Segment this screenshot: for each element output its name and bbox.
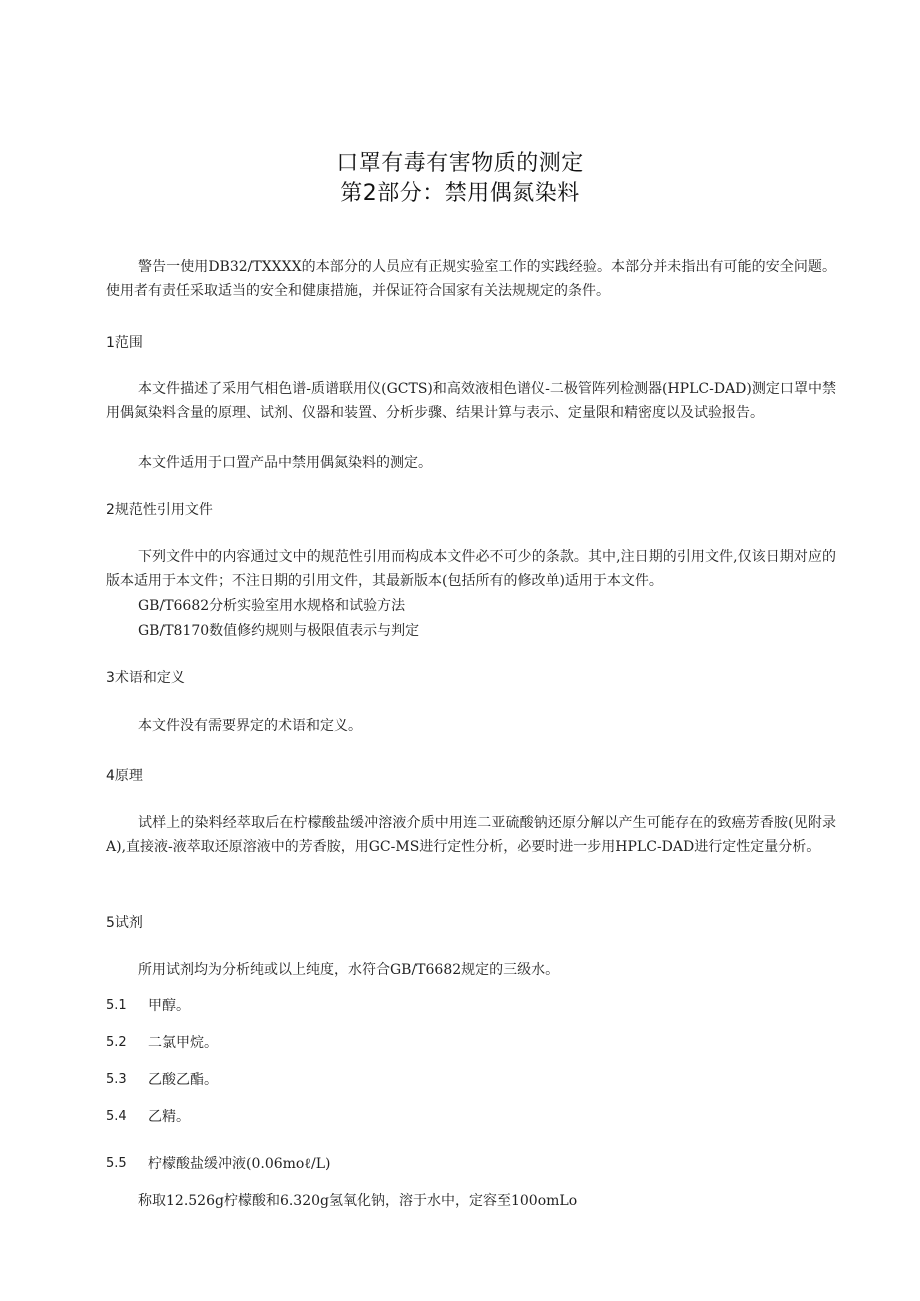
section-2-heading: 2规范性引用文件 xyxy=(106,502,213,518)
item-text: 甲醇。 xyxy=(148,998,190,1014)
warning-paragraph: 警告一使用DB32/TXXXX的本部分的人员应有正规实验室工作的实践经验。本部分并未指出有可能的安全问题。使用者有责任采取适当的安全和健康措施，并保证符合国家有关法规规定的条件。 xyxy=(106,259,836,299)
item-text: 乙精。 xyxy=(148,1109,190,1125)
section-1-paragraph-2: 本文件适用于口置产品中禁用偶氮染料的测定。 xyxy=(138,455,432,471)
item-text: 二氯甲烷。 xyxy=(148,1035,218,1051)
document-subtitle: 第2部分：禁用偶氮染料 xyxy=(340,181,580,206)
reference-gb-t8170: GB/T8170数值修约规则与极限值表示与判定 xyxy=(138,623,420,639)
section-1-heading: 1范围 xyxy=(106,335,143,351)
item-text: 柠檬酸盐缓冲液(0.06moℓ/L) xyxy=(148,1156,331,1172)
section-4-heading: 4原理 xyxy=(106,768,143,784)
item-number: 5.1 xyxy=(106,998,127,1013)
section-2-paragraph-1: 下列文件中的内容通过文中的规范性引用而构成本文件必不可少的条款。其中,注日期的引用文件,仅该日期对应的版本适用于本文件；不注日期的引用文件，其最新版本(包括所有的修改单)适用于本文件。 xyxy=(106,549,836,589)
section-3-heading: 3术语和定义 xyxy=(106,670,185,686)
item-text: 乙酸乙酯。 xyxy=(148,1072,218,1088)
section-5-heading: 5试剂 xyxy=(106,915,143,931)
document-title: 口罩有毒有害物质的测定 xyxy=(336,151,584,176)
section-1-paragraph-1: 本文件描述了采用气相色谱-质谱联用仪(GCTS)和高效液相色谱仪-二极管阵列检测器(HPLC-DAD)测定口罩中禁用偶氮染料含量的原理、试剂、仪器和装置、分析步骤、结果计算与表示、定量限和精密度以及试验报告。 xyxy=(106,381,836,421)
section-5-paragraph-1: 所用试剂均为分析纯或以上纯度，水符合GB/T6682规定的三级水。 xyxy=(138,962,560,978)
item-number: 5.4 xyxy=(106,1109,127,1124)
section-4-paragraph-1: 试样上的染料经萃取后在柠檬酸盐缓冲溶液介质中用连二亚硫酸钠还原分解以产生可能存在的致癌芳香胺(见附录A),直接液-液萃取还原溶液中的芳香胺，用GC-MS进行定性分析，必要时进一步用HPLC-DAD进行定性定量分析。 xyxy=(106,815,836,855)
item-number: 5.5 xyxy=(106,1156,127,1171)
item-number: 5.3 xyxy=(106,1072,127,1087)
section-5-5-paragraph: 称取12.526g柠檬酸和6.320g氢氧化钠，溶于水中，定容至100omLo xyxy=(138,1193,578,1209)
item-number: 5.2 xyxy=(106,1035,127,1050)
reference-gb-t6682: GB/T6682分析实验室用水规格和试验方法 xyxy=(138,598,406,614)
section-3-paragraph-1: 本文件没有需要界定的术语和定义。 xyxy=(138,718,362,734)
